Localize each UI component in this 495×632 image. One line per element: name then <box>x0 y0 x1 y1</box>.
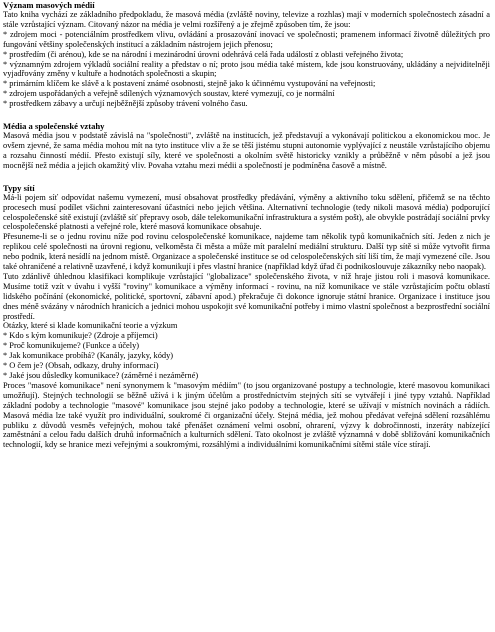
section-network-types <box>3 183 490 451</box>
bullet-item: * prostředkem zábavy a určují nejběžnější způsoby trávení volného času. <box>3 99 248 109</box>
question-item: * Jaké jsou důsledky komunikace? (záměrné i nezáměrné) <box>3 371 199 380</box>
section-media-society <box>3 121 490 171</box>
section-title: Význam masových médií <box>3 0 95 10</box>
bullet-item: * zdrojem moci - potenciálním prostředkem vlivu, ovládání a prosazování inovací ve společnosti; pramenem informací životně důležitých pro fungování většiny společenských institucí a základním nástrojem jejich přenosu; <box>3 29 490 49</box>
bullet-item: * zdrojem uspořádaných a veřejně sdílených významových soustav, které vymezují, co je normální <box>3 89 335 99</box>
paragraph: Masová média jsou v podstatě závislá na "společnosti", zvláště na institucích, jež představují a vykonávají politickou a ekonomickou moc. Je ovšem zjevné, že sama média mohou mít na tyto instituce vliv a že se těší jistému stupni autonomie vyplývající z neustále vzrůstajícího objemu a rozsahu činností médií. Přesto existují síly, které ve společnosti a okolním světě historicky vznikly a průběžně v něm působí a jež jsou mocnější než média a jejich okamžitý vliv. Povaha vztahu mezi médii a společností je podmíněna časově a místně. <box>3 131 490 170</box>
question-item: * Kdo s kým komunikuje? (Zdroje a příjemci) <box>3 331 158 341</box>
paragraph: Tuto zdánlivě úhlednou klasifikaci komplikuje vzrůstající "globalizace" společenského života, v níž hraje jistou roli i masová komunikace. Musíme totiž vzít v úvahu i vyšší "roviny" komunikace a výměny informací - rovinu, na níž komunikace ve stále vzrůstajícím počtu oblastí lidského počínání (ekonomické, politické, sportovní, zábavní apod.) překračuje či dokonce ignoruje státní hranice. Organizace i instituce jsou dnes méně svázány v národních hranicích a jednici mohou uspokojit své komunikační potřeby i mimo vlastní společnost a bezprostřední sociální prostředí. <box>3 271 490 321</box>
paragraph: Proces "masové komunikace" není synonymem k "masovým médiím" (to jsou organizované postupy a technologie, které masovou komunikaci umožňují). Stejných technologií se běžně užívá i k jiným účelům a prostředníctvím stejných sítí se vytvářejí i jiné typy vztahů. Například základní podoby a technologie "masové" komunikace jsou stejné jako podoby a technologie, které se užívají v místních novinách a rádiích. Masová média lze také využít pro individuální, soukromé či organizační účely. Stejná média, jež mohou předávat veřejná sdělení rozsáhlému publiku z důvodů vesměs veřejných, mohou také přenášet oznámení velmi osobní, ohrarení, výzvy k dobročinnosti, inzeráty nabízející zaměstnání a celou řadu dalších druhů informačních a kulturních sdělení. Tato okolnost je zvláště významná v době sbližování komunikačních technologií, kdy se hranice mezi veřejnými a soukromými, rozsáhlými a individuálními komunikačními sítěmi stále více stírají. <box>3 380 490 450</box>
question-item: * O čem je? (Obsah, odkazy, druhy informací) <box>3 361 159 371</box>
paragraph: Tato kniha vychází ze základního předpokladu, že masová média (zvláště noviny, televize a rozhlas) mají v moderních společnostech zásadní a stále vzrůstající význam. Citovaný názor na média je velmi rozšířený a je zřejmě způsoben tím, že jsou: <box>3 10 490 29</box>
bullet-item: * prostředím (či arénou), kde se na národní i mezinárodní úrovni odehrává celá řada událostí z oblasti veřejného života; <box>3 49 404 59</box>
questions-intro: Otázky, které si klade komunikační teorie a výzkum <box>3 321 178 331</box>
bullet-item: * primárním klíčem ke slávě a k postavení známé osobnosti, stejně jako k účinnému vystupování na veřejnosti; <box>3 79 376 89</box>
bullet-item: * významným zdrojem výkladů sociální reality a představ o ní; proto jsou média také místem, kde jsou konstruovány, ukládány a nejviditelněji vyjadřovány změny v kultuře a hodnotách společnosti a skupin; <box>3 59 490 79</box>
paragraph: Má-li pojem síť odpovídat našemu vymezení, musí obsahovat prostředky předávání, výměny a aktivního toku sdělení, přičemž se na těchto procesech musí podílet všichni zainteresovaní účastníci nebo jejich většina. Alternativní technologie (tedy nikoli masová média) podporující celospolečenské sítě existují (zvláště síť přepravy osob, dále telekomunikační infrastruktura a systém pošt), ale obvykle postrádají sociální prvky celospolečenské platnosti a veřejné role, které masová komunikace obsahuje. <box>3 192 490 232</box>
question-item: * Proč komunikujeme? (Funkce a účely) <box>3 341 140 351</box>
section-title: Typy sítí <box>3 182 35 193</box>
section-media-significance <box>3 0 490 109</box>
section-title: Média a společenské vztahy <box>3 121 105 132</box>
question-item: * Jak komunikace probíhá? (Kanály, jazyky, kódy) <box>3 351 174 361</box>
paragraph: Přesuneme-li se o jednu rovinu níže pod rovinu celospolečenské komunikace, najdeme tam několik typů komunikačních sítí. Jeden z nich je replikou celé společnosti na úrovni regionu, velkoměsta či města a může mít paralelní mediální strukturu. Další typ sítě si může vytvořit firma nebo podnik, která nesídlí na jednom místě. Organizace a společenské instituce se od celospolečenských sítí liší tím, že mají vymezené cíle. Jsou také ohraničené a relativně uzavřené, i když komunikují i přes vlastní hranice (například když úřad či podnikoslouvuje zákazníky nebo naopak). <box>3 232 490 272</box>
